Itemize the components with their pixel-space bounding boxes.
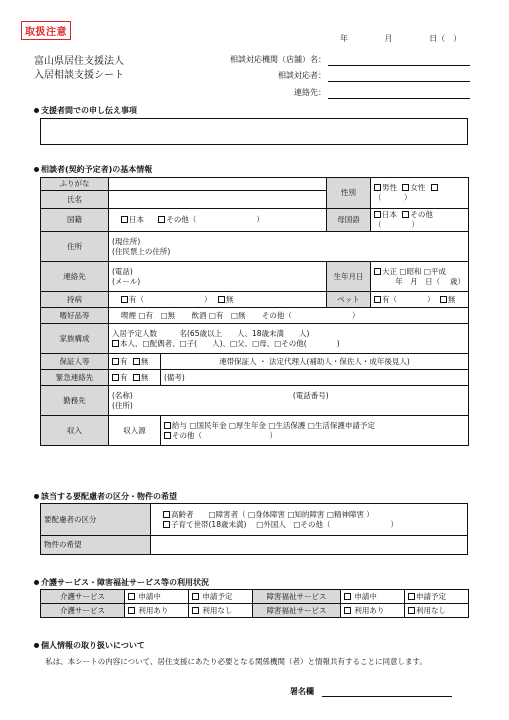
checkbox-icon[interactable]	[344, 607, 351, 614]
field-birthdate[interactable]	[371, 262, 469, 292]
option-emergency-no: 無	[140, 372, 149, 382]
label-income: 収入	[41, 416, 109, 446]
work-phone-label: (電話番号)	[292, 390, 329, 400]
option-label: 利用あり	[138, 605, 169, 615]
checkbox-icon[interactable]	[374, 211, 381, 218]
label-gender: 性別	[327, 178, 371, 209]
birth-date: 年 月 日（ 歳）	[395, 276, 466, 286]
bullet-icon	[34, 167, 39, 172]
checkbox-icon[interactable]	[374, 184, 381, 191]
field-emergency-yn[interactable]	[109, 370, 161, 386]
checkbox-icon[interactable]	[112, 374, 119, 381]
label-preference: 嗜好品等	[41, 308, 109, 324]
checkbox-icon[interactable]	[374, 268, 381, 275]
checkbox-icon[interactable]	[402, 211, 409, 218]
checkbox-icon[interactable]	[408, 607, 415, 614]
field-mother-tongue[interactable]	[371, 209, 469, 232]
header-label-person: 相談対応者：	[278, 71, 326, 80]
basic-info-table	[40, 177, 468, 446]
field-contact[interactable]	[109, 262, 327, 292]
income-options: 給与 □国民年金 □厚生年金 □生活保護 □生活保護申請予定	[172, 420, 375, 430]
date-day: 日（ ）	[429, 34, 462, 43]
option-pet-yes: 有（ ）	[382, 294, 435, 304]
checkbox-icon[interactable]	[112, 358, 119, 365]
label-birthdate: 生年月日	[327, 262, 371, 292]
guarantor-types: 連帯保証人 ・ 法定代理人(補助人・保佐人・成年後見人)	[219, 356, 410, 366]
smoking-options: 喫煙 □有 □無	[121, 310, 176, 320]
option-disability-applying[interactable]	[341, 590, 405, 604]
option-care-applying[interactable]	[125, 590, 189, 604]
section-title-text: 介護サービス・障害福祉サービス等の利用状況	[41, 578, 209, 587]
field-name[interactable]	[109, 191, 327, 209]
header-field-person[interactable]	[328, 70, 470, 82]
drinking-options: 飲酒 □有 □無	[191, 310, 246, 320]
checkbox-icon[interactable]	[121, 216, 128, 223]
section-title-privacy	[34, 640, 145, 651]
org-title	[34, 55, 124, 83]
option-japan: 日本	[129, 215, 144, 224]
option-disability-not-using[interactable]	[405, 604, 469, 618]
option-illness-no: 無	[225, 294, 234, 304]
label-workplace: 勤務先	[41, 386, 109, 416]
section-title-services	[34, 577, 209, 588]
signature-field[interactable]	[322, 696, 452, 697]
confidential-stamp: 取扱注意	[21, 21, 71, 40]
checkbox-icon[interactable]	[218, 296, 225, 303]
checkbox-icon[interactable]	[192, 607, 199, 614]
checkbox-icon[interactable]	[133, 374, 140, 381]
option-label: 利用なし	[202, 605, 233, 615]
label-nationality: 国籍	[41, 209, 109, 232]
category-line1: 高齢者 □障害者（ □身体障害 □知的障害 □精神障害 ）	[171, 509, 374, 519]
field-workplace[interactable]	[109, 386, 469, 416]
label-name: 氏名	[41, 191, 109, 209]
checkbox-icon[interactable]	[163, 511, 170, 518]
option-label: 申請予定	[202, 591, 233, 601]
checkbox-icon[interactable]	[128, 607, 135, 614]
checkbox-icon[interactable]	[164, 432, 171, 439]
checkbox-icon[interactable]	[408, 593, 415, 600]
field-income[interactable]	[161, 416, 469, 446]
section-title-text: 個人情報の取り扱いについて	[41, 641, 145, 650]
header-label-contact: 連絡先：	[294, 88, 326, 97]
option-nationality-other: その他（ ）	[166, 215, 264, 224]
option-japanese: 日本	[382, 210, 398, 219]
option-guarantor-yes: 有	[120, 356, 128, 366]
emergency-note-label: (備考)	[164, 372, 185, 382]
option-label: 利用あり	[354, 605, 385, 615]
field-illness[interactable]	[109, 292, 327, 308]
label-care-service: 介護サービス	[41, 590, 125, 604]
date-row	[340, 33, 461, 44]
checkbox-icon[interactable]	[431, 184, 438, 191]
header-field-agency[interactable]	[328, 54, 470, 66]
field-pet[interactable]	[371, 292, 469, 308]
checkbox-icon[interactable]	[344, 593, 351, 600]
option-illness-yes: 有（ ）	[129, 294, 212, 304]
option-female: 女性	[410, 183, 426, 192]
checkbox-icon[interactable]	[374, 296, 381, 303]
work-address-label: (住所)	[112, 400, 133, 410]
bullet-icon	[34, 108, 39, 113]
bullet-icon	[34, 580, 39, 585]
label-family: 家族構成	[41, 324, 109, 354]
date-year: 年	[340, 34, 348, 43]
label-disability-service: 障害福祉サービス	[253, 604, 341, 618]
label-care-service: 介護サービス	[41, 604, 125, 618]
field-property[interactable]	[151, 536, 468, 555]
label-contact: 連絡先	[41, 262, 109, 292]
checkbox-icon[interactable]	[402, 184, 409, 191]
option-gender-other: （ ）	[374, 193, 412, 202]
label-pet: ペット	[327, 292, 371, 308]
checkbox-icon[interactable]	[128, 593, 135, 600]
option-label: 申請予定	[416, 591, 446, 601]
sheet-title: 入居相談支援シート	[34, 70, 124, 81]
birth-eras: 大正 □昭和 □平成	[382, 266, 446, 276]
notes-box[interactable]	[40, 118, 468, 145]
bullet-icon	[34, 643, 39, 648]
contact-mail-label: (メール)	[112, 276, 141, 286]
label-guarantor: 保証人等	[41, 354, 109, 370]
checkbox-icon[interactable]	[133, 358, 140, 365]
field-nationality[interactable]	[109, 209, 327, 232]
option-guarantor-no: 無	[140, 356, 149, 366]
address-registered-label: (住民票上の住所)	[112, 246, 171, 256]
section-title-notes	[34, 105, 137, 116]
section-title-basic-info	[34, 164, 152, 175]
checkbox-icon[interactable]	[163, 521, 170, 528]
label-emergency: 緊急連絡先	[41, 370, 109, 386]
section-title-text: 相談者(契約予定者)の基本情報	[41, 165, 153, 174]
checkbox-icon[interactable]	[192, 593, 199, 600]
header-field-contact[interactable]	[328, 87, 470, 99]
field-gender[interactable]	[371, 178, 469, 209]
section-title-text: 支援者間での申し伝え事項	[41, 106, 137, 115]
label-illness: 持病	[41, 292, 109, 308]
services-table	[40, 589, 468, 618]
preference-other: その他（ ）	[261, 310, 360, 320]
checkbox-icon[interactable]	[440, 296, 447, 303]
bullet-icon	[34, 494, 39, 499]
label-address: 住所	[41, 232, 109, 262]
field-preference[interactable]	[109, 308, 469, 324]
family-members: 本人、□配偶者、□子( 人)、□父、□母、□その他( )	[120, 338, 340, 348]
header-label-agency: 相談対応機関（店舗）名：	[230, 55, 326, 64]
checkbox-icon[interactable]	[112, 340, 119, 347]
label-property: 物件の希望	[41, 536, 151, 555]
field-emergency-note[interactable]	[161, 370, 469, 386]
option-disability-planned[interactable]	[405, 590, 469, 604]
option-care-not-using[interactable]	[189, 604, 253, 618]
field-furigana[interactable]	[109, 178, 327, 191]
option-tongue-other: その他（ ）	[374, 210, 433, 229]
checkbox-icon[interactable]	[164, 422, 171, 429]
label-income-source: 収入源	[109, 416, 161, 446]
category-line2: 子育て世帯(18歳未満) □外国人 □その他（ ）	[171, 519, 398, 529]
work-name-label: (名称)	[112, 390, 133, 400]
option-label: 利用なし	[416, 605, 446, 615]
category-table	[40, 503, 468, 555]
label-furigana: ふりがな	[41, 178, 109, 191]
label-mother-tongue: 母国語	[327, 209, 371, 232]
income-other: その他（ ）	[172, 430, 277, 440]
option-care-using[interactable]	[125, 604, 189, 618]
family-count: 入居予定人数 名(65歳以上 人、18歳未満 人)	[112, 328, 310, 338]
signature-label: 署名欄	[290, 687, 314, 696]
option-label: 申請中	[138, 591, 161, 601]
option-pet-no: 無	[447, 294, 456, 304]
option-emergency-yes: 有	[120, 372, 128, 382]
field-category[interactable]	[151, 504, 468, 536]
address-current-label: (現住所)	[112, 236, 141, 246]
date-month: 月	[384, 34, 393, 43]
checkbox-icon[interactable]	[158, 216, 165, 223]
option-label: 申請中	[354, 591, 377, 601]
consent-text: 私は、本シートの内容について、居住支援にあたり必要となる関係機関（者）と情報共有することに同意します。	[45, 657, 427, 666]
label-disability-service: 障害福祉サービス	[253, 590, 341, 604]
option-male: 男性	[382, 183, 398, 192]
option-disability-using[interactable]	[341, 604, 405, 618]
org-name: 富山県居住支援法人	[34, 56, 124, 67]
contact-phone-label: (電話)	[112, 266, 133, 276]
checkbox-icon[interactable]	[121, 296, 128, 303]
field-guarantor-yn[interactable]	[109, 354, 161, 370]
section-title-text: 該当する要配慮者の区分・物件の希望	[41, 492, 177, 501]
section-title-category	[34, 491, 177, 502]
field-family[interactable]	[109, 324, 469, 354]
field-address[interactable]	[109, 232, 469, 262]
option-care-planned[interactable]	[189, 590, 253, 604]
label-category: 要配慮者の区分	[41, 504, 151, 536]
field-guarantor-types[interactable]	[161, 354, 469, 370]
